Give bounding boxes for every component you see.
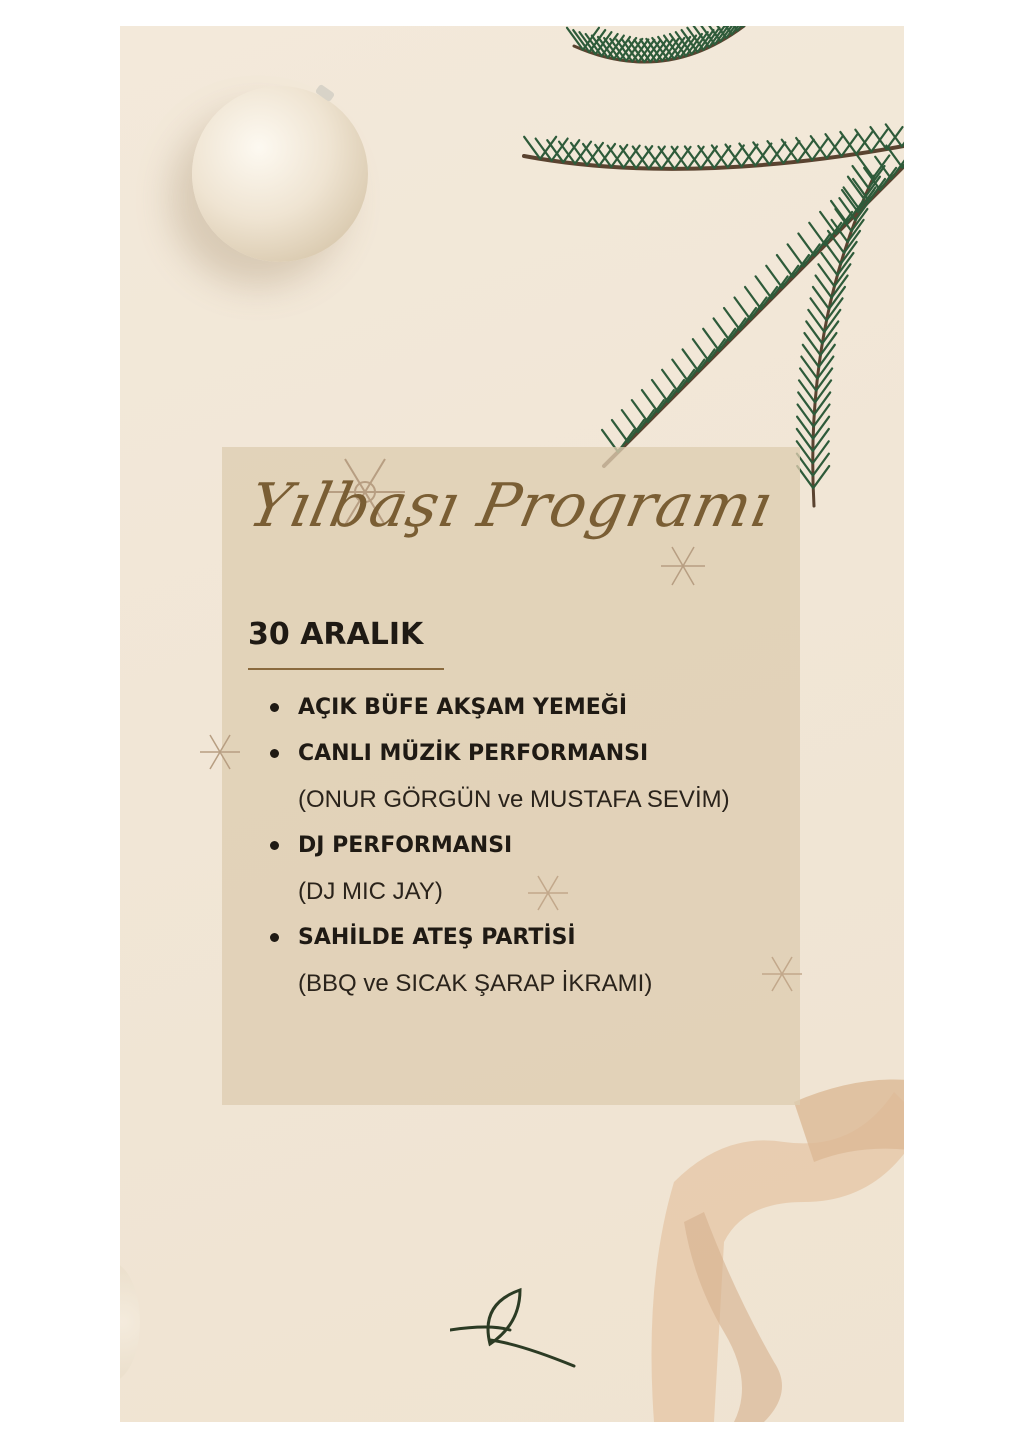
program-panel (222, 447, 800, 1105)
pine-needle (813, 441, 829, 463)
pine-needle (726, 145, 742, 167)
pine-needle (798, 405, 814, 427)
pine-needle (742, 145, 758, 167)
pine-needle (811, 136, 827, 158)
pine-needle (646, 147, 662, 169)
snowflake-icon (658, 541, 708, 591)
list-item (268, 823, 730, 915)
bullet-icon (270, 841, 279, 850)
pine-needle (698, 146, 714, 168)
ornament-edge (120, 1262, 140, 1382)
pine-needle (797, 417, 813, 439)
pine-needle (612, 420, 628, 442)
pine-needle (809, 223, 825, 245)
pine-needle (672, 147, 688, 169)
pine-needle (735, 297, 751, 319)
snowflake-icon (760, 952, 804, 996)
date-underline (248, 668, 444, 670)
pine-needle (825, 134, 841, 156)
pine-needle (693, 339, 709, 361)
pine-needle (682, 30, 698, 52)
pine-needle (745, 287, 761, 309)
pine-needle (685, 146, 701, 168)
item-subtitle: (DJ MIC JAY) (298, 878, 443, 905)
brand-logo (450, 1284, 580, 1368)
pine-needle (642, 390, 658, 412)
pine-needle (842, 190, 858, 212)
pine-needle (649, 147, 665, 169)
pine-needle (672, 360, 688, 382)
pine-needle (788, 244, 804, 266)
item-title: DJ PERFORMANSI (298, 833, 513, 858)
list-item (268, 685, 730, 731)
pine-needle (632, 400, 648, 422)
pine-needle (683, 349, 699, 371)
bullet-icon (270, 933, 279, 942)
pine-needle (636, 146, 652, 168)
pine-needle (840, 132, 856, 154)
pine-needle (739, 144, 755, 166)
pine-needle (870, 127, 886, 149)
pine-needle (796, 138, 812, 160)
christmas-ornament (192, 86, 368, 262)
pine-needle (813, 429, 829, 451)
item-title: AÇIK BÜFE AKŞAM YEMEĞİ (298, 695, 628, 720)
pine-needle (611, 145, 627, 167)
pine-needle (798, 392, 814, 414)
list-item (268, 731, 730, 823)
poster (120, 26, 904, 1422)
list-item (268, 915, 730, 1007)
pine-needle (766, 266, 782, 288)
pine-needle (813, 466, 829, 488)
pine-needle (703, 329, 719, 351)
pine-needle (659, 147, 675, 169)
pine-needle (813, 454, 829, 476)
pine-needle (782, 140, 798, 162)
pine-needle (724, 308, 740, 330)
pine-needle (767, 141, 783, 163)
pine-needle (886, 124, 902, 146)
bullet-icon (270, 749, 279, 758)
pine-needle (662, 370, 678, 392)
snowflake-icon (198, 730, 242, 774)
pine-needle (756, 276, 772, 298)
pine-needle (728, 145, 744, 167)
pine-needle (652, 380, 668, 402)
item-subtitle: (BBQ ve SICAK ŞARAP İKRAMI) (298, 970, 653, 997)
item-title: CANLI MÜZİK PERFORMANSI (298, 741, 649, 766)
pine-needle (799, 380, 815, 402)
pine-needle (813, 417, 829, 439)
pine-needle (714, 318, 730, 340)
page-title: Yılbaşı Programı (242, 471, 780, 541)
pine-needle (798, 234, 814, 256)
bullet-icon (270, 703, 279, 712)
pine-needle (753, 142, 769, 164)
pine-needle (712, 145, 728, 167)
pine-needle (622, 410, 638, 432)
pine-needle (743, 26, 759, 27)
pine-needle (777, 255, 793, 277)
item-subtitle: (ONUR GÖRGÜN ve MUSTAFA SEVİM) (298, 786, 730, 813)
item-title: SAHİLDE ATEŞ PARTİSİ (298, 925, 576, 950)
pine-needle (624, 146, 640, 168)
pine-needle (855, 130, 871, 152)
ribbon-image (644, 1062, 904, 1422)
program-list (268, 685, 730, 1007)
date-heading: 30 ARALIK (248, 617, 424, 652)
